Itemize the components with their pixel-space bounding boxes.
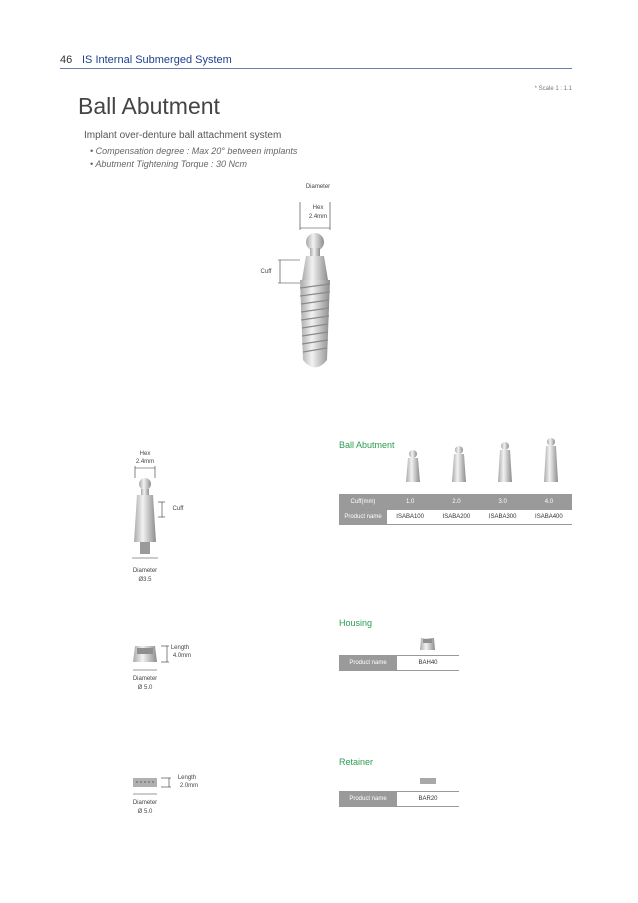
product-name-header: Product name <box>339 656 397 671</box>
side-diameter-label: Diameter <box>132 568 158 574</box>
cuff-header: Cuff(mm) <box>339 495 387 510</box>
subtitle: Implant over-denture ball attachment system <box>84 130 282 141</box>
cuff-value: 2.0 <box>433 495 479 510</box>
table-row <box>339 792 459 807</box>
ball-abutment-table <box>339 494 572 525</box>
housing-side-illustration <box>125 640 175 676</box>
product-name-header: Product name <box>339 510 387 525</box>
product-name-value: BAR20 <box>397 792 459 807</box>
scale-note: * Scale 1 : 1.1 <box>534 86 572 92</box>
housing-length-value: 4.0mm <box>172 653 192 659</box>
implant-illustration <box>270 190 370 380</box>
retainer-illustration <box>418 776 438 786</box>
hex-label: Hex <box>312 205 324 211</box>
housing-illustration <box>418 636 438 652</box>
product-name-value: ISABA100 <box>387 510 433 525</box>
product-name-value: BAH40 <box>397 656 459 671</box>
table-row <box>339 510 572 525</box>
cuff-value: 1.0 <box>387 495 433 510</box>
page-number: 46 <box>60 54 73 66</box>
housing-diameter-value: Ø 5.0 <box>137 685 153 691</box>
product-name-value: ISABA200 <box>433 510 479 525</box>
housing-length-label: Length <box>170 645 190 651</box>
product-name-value: ISABA300 <box>480 510 526 525</box>
table-row <box>339 495 572 510</box>
hex-size-label: 2.4mm <box>308 214 328 220</box>
ball-abutment-heading: Ball Abutment <box>339 440 395 450</box>
housing-diameter-label: Diameter <box>132 676 158 682</box>
cuff-label: Cuff <box>260 269 272 275</box>
product-name-header: Product name <box>339 792 397 807</box>
side-hex-size: 2.4mm <box>135 459 155 465</box>
bullet-compensation: • Compensation degree : Max 20° between implants <box>90 146 298 156</box>
bullet-torque: • Abutment Tightening Torque : 30 Ncm <box>90 159 247 169</box>
housing-table <box>339 655 459 671</box>
side-hex-label: Hex <box>139 451 151 457</box>
housing-heading: Housing <box>339 618 373 628</box>
retainer-diameter-label: Diameter <box>132 800 158 806</box>
ball-abutment-side-illustration <box>120 462 180 572</box>
retainer-length-label: Length <box>177 775 197 781</box>
ball-abutment-variants-illustration <box>395 436 575 492</box>
side-diameter-value: Ø3.5 <box>138 577 152 583</box>
product-name-value: ISABA400 <box>526 510 572 525</box>
cuff-value: 3.0 <box>480 495 526 510</box>
table-row <box>339 656 459 671</box>
side-cuff-label: Cuff <box>172 506 184 512</box>
header-rule <box>60 68 572 69</box>
retainer-heading: Retainer <box>339 757 374 767</box>
retainer-diameter-value: Ø 5.0 <box>137 809 153 815</box>
cuff-value: 4.0 <box>526 495 572 510</box>
diameter-label: Diameter <box>305 184 331 190</box>
section-title: IS Internal Submerged System <box>82 54 232 66</box>
retainer-side-illustration <box>125 772 180 798</box>
retainer-table <box>339 791 459 807</box>
page-title: Ball Abutment <box>78 93 220 119</box>
retainer-length-value: 2.0mm <box>179 783 199 789</box>
